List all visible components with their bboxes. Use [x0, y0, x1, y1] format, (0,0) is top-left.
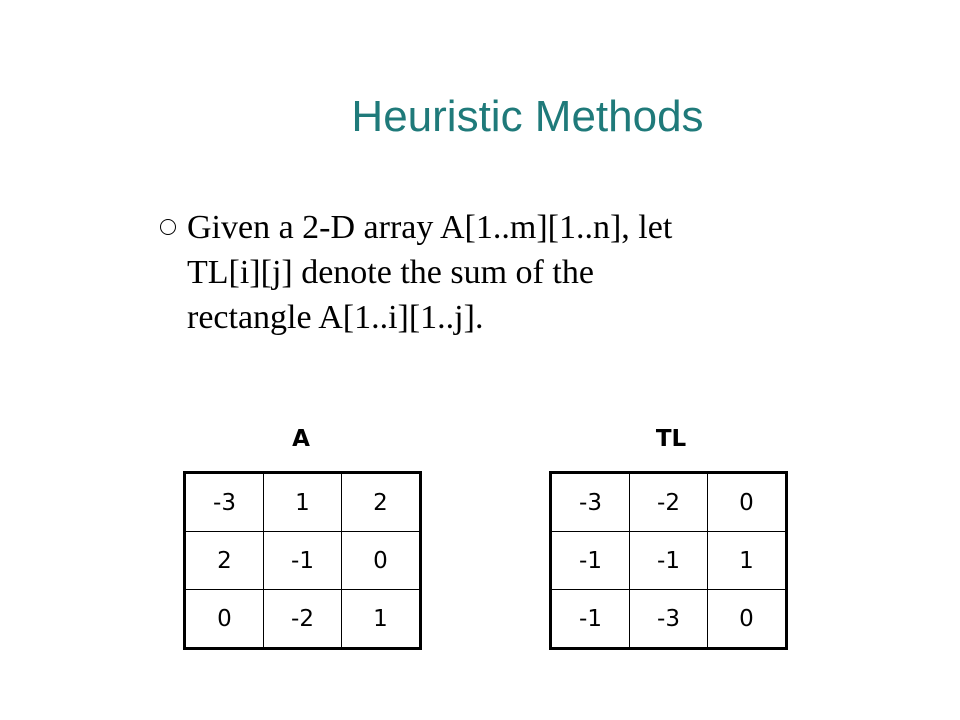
matrix-cell: 2 — [185, 532, 264, 590]
slide-title: Heuristic Methods — [351, 92, 704, 141]
matrix-cell: -1 — [551, 590, 630, 649]
matrix-tl — [549, 471, 788, 650]
matrix-row — [551, 532, 787, 590]
matrix-cell: -1 — [630, 532, 708, 590]
matrix-cell: 1 — [708, 532, 787, 590]
bullet-text — [187, 205, 840, 340]
matrix-cell: 1 — [342, 590, 421, 649]
hollow-circle-icon — [160, 219, 176, 235]
bullet-line: TL[i][j] denote the sum of the — [187, 254, 594, 291]
bullet-item — [160, 205, 840, 340]
matrix-row — [185, 473, 421, 532]
matrix-cell: -1 — [551, 532, 630, 590]
matrix-cell: -1 — [264, 532, 342, 590]
matrix-cell: -3 — [551, 473, 630, 532]
bullet-line: rectangle A[1..i][1..j]. — [187, 299, 484, 336]
matrix-row — [551, 590, 787, 649]
matrix-a — [183, 471, 422, 650]
matrix-cell: 0 — [708, 473, 787, 532]
matrix-row — [185, 532, 421, 590]
bullet-line: Given a 2-D array A[1..m][1..n], let — [187, 209, 673, 246]
matrix-cell: 1 — [264, 473, 342, 532]
matrix-cell: 0 — [185, 590, 264, 649]
matrix-cell: -2 — [630, 473, 708, 532]
matrix-a-label: A — [292, 426, 310, 452]
matrix-tl-label: TL — [655, 426, 687, 452]
matrix-cell: 0 — [342, 532, 421, 590]
matrix-cell: -3 — [630, 590, 708, 649]
matrix-cell: 0 — [708, 590, 787, 649]
matrix-cell: 2 — [342, 473, 421, 532]
matrix-row — [185, 590, 421, 649]
matrix-cell: -2 — [264, 590, 342, 649]
matrix-cell: -3 — [185, 473, 264, 532]
matrix-row — [551, 473, 787, 532]
